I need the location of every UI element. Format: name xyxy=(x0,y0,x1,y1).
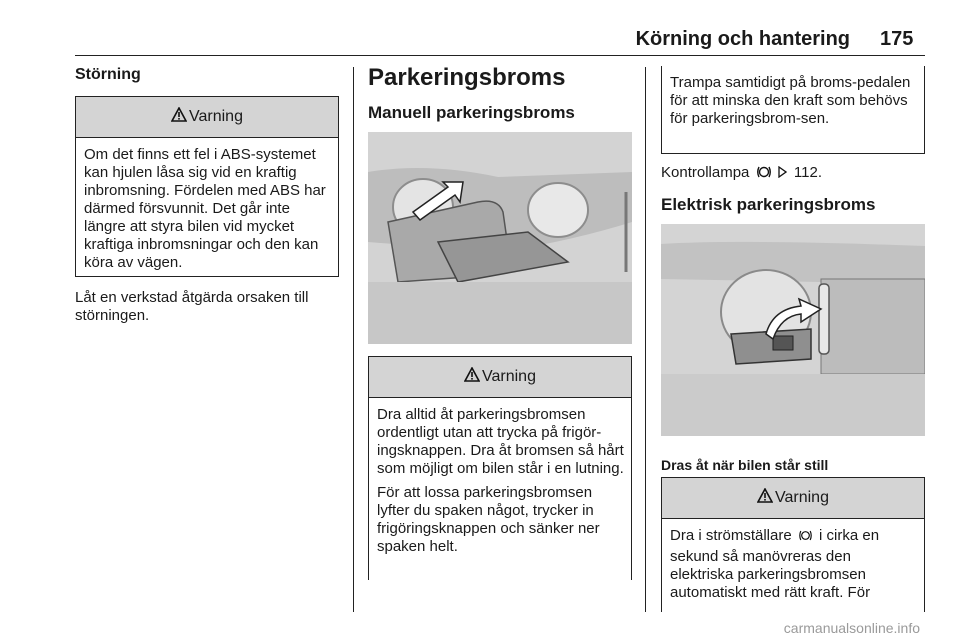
column-rule-1 xyxy=(353,67,354,612)
warning-text-b: i cirka en sekund så manövreras den elektriska parkeringsbromsen automatiskt med rätt kraft. För xyxy=(670,527,880,601)
warning-text-a: Dra i strömställare xyxy=(670,527,792,544)
page-ref-arrow-icon xyxy=(778,165,787,183)
section-heading-storning: Störning xyxy=(75,66,141,83)
subheading-manuell: Manuell parkeringsbroms xyxy=(368,103,575,122)
indicator-reference xyxy=(661,164,925,185)
warning-label: Varning xyxy=(775,489,829,506)
warning-icon xyxy=(757,488,773,508)
warning-icon xyxy=(171,107,187,127)
manual-parking-brake-photo xyxy=(368,132,632,344)
warning-box-manual-brake xyxy=(368,356,632,580)
warning-text xyxy=(670,527,918,602)
warning-box-abs xyxy=(75,96,339,277)
section-heading-parkeringsbroms: Parkeringsbroms xyxy=(368,64,566,91)
electric-parking-brake-photo xyxy=(661,224,925,436)
warning-text-1: Dra alltid åt parkeringsbromsen ordentligt utan att trycka på frigör-ingsknappen. Dra åt bromsen så hårt som möjligt om bilen står i en lutning. xyxy=(377,406,624,477)
watermark: carmanualsonline.info xyxy=(783,620,920,636)
warning-continued-text: Trampa samtidigt på broms-pedalen för att minska den kraft som behövs för parkeringsbrom-sen. xyxy=(670,74,911,127)
warning-header xyxy=(662,478,924,519)
subheading-elektrisk: Elektrisk parkeringsbroms xyxy=(661,195,876,214)
column-rule-2 xyxy=(645,67,646,612)
warning-box-electric-brake xyxy=(661,477,925,612)
warning-label: Varning xyxy=(482,368,536,385)
photo-caption: Dras åt när bilen står still xyxy=(661,457,829,473)
warning-text: Om det finns ett fel i ABS-systemet kan hjulen låsa sig vid en kraftig inbromsning. Fördelen med ABS har därmed försvunnit. Det går inte längre att styra bilen vid mycket kraftiga inbromsningar och den kan köra av vägen. xyxy=(84,146,326,271)
body-text: Låt en verkstad åtgärda orsaken till störningen. xyxy=(75,289,309,324)
parking-switch-icon xyxy=(798,528,813,548)
header-rule xyxy=(75,55,925,56)
warning-label: Varning xyxy=(189,108,243,125)
indicator-label: Kontrollampa xyxy=(661,164,750,181)
brake-lamp-icon xyxy=(756,164,772,185)
warning-box-continued xyxy=(661,66,925,154)
page-ref-number: 112. xyxy=(793,164,822,181)
warning-header xyxy=(76,97,338,138)
warning-text-2: För att lossa parkeringsbromsen lyfter du spaken något, trycker in frigöringsknappen och sänker ner spaken helt. xyxy=(377,484,600,555)
running-header-title: Körning och hantering xyxy=(635,28,850,50)
warning-header xyxy=(369,357,631,398)
page-number: 175 xyxy=(880,28,914,50)
warning-icon xyxy=(464,367,480,387)
